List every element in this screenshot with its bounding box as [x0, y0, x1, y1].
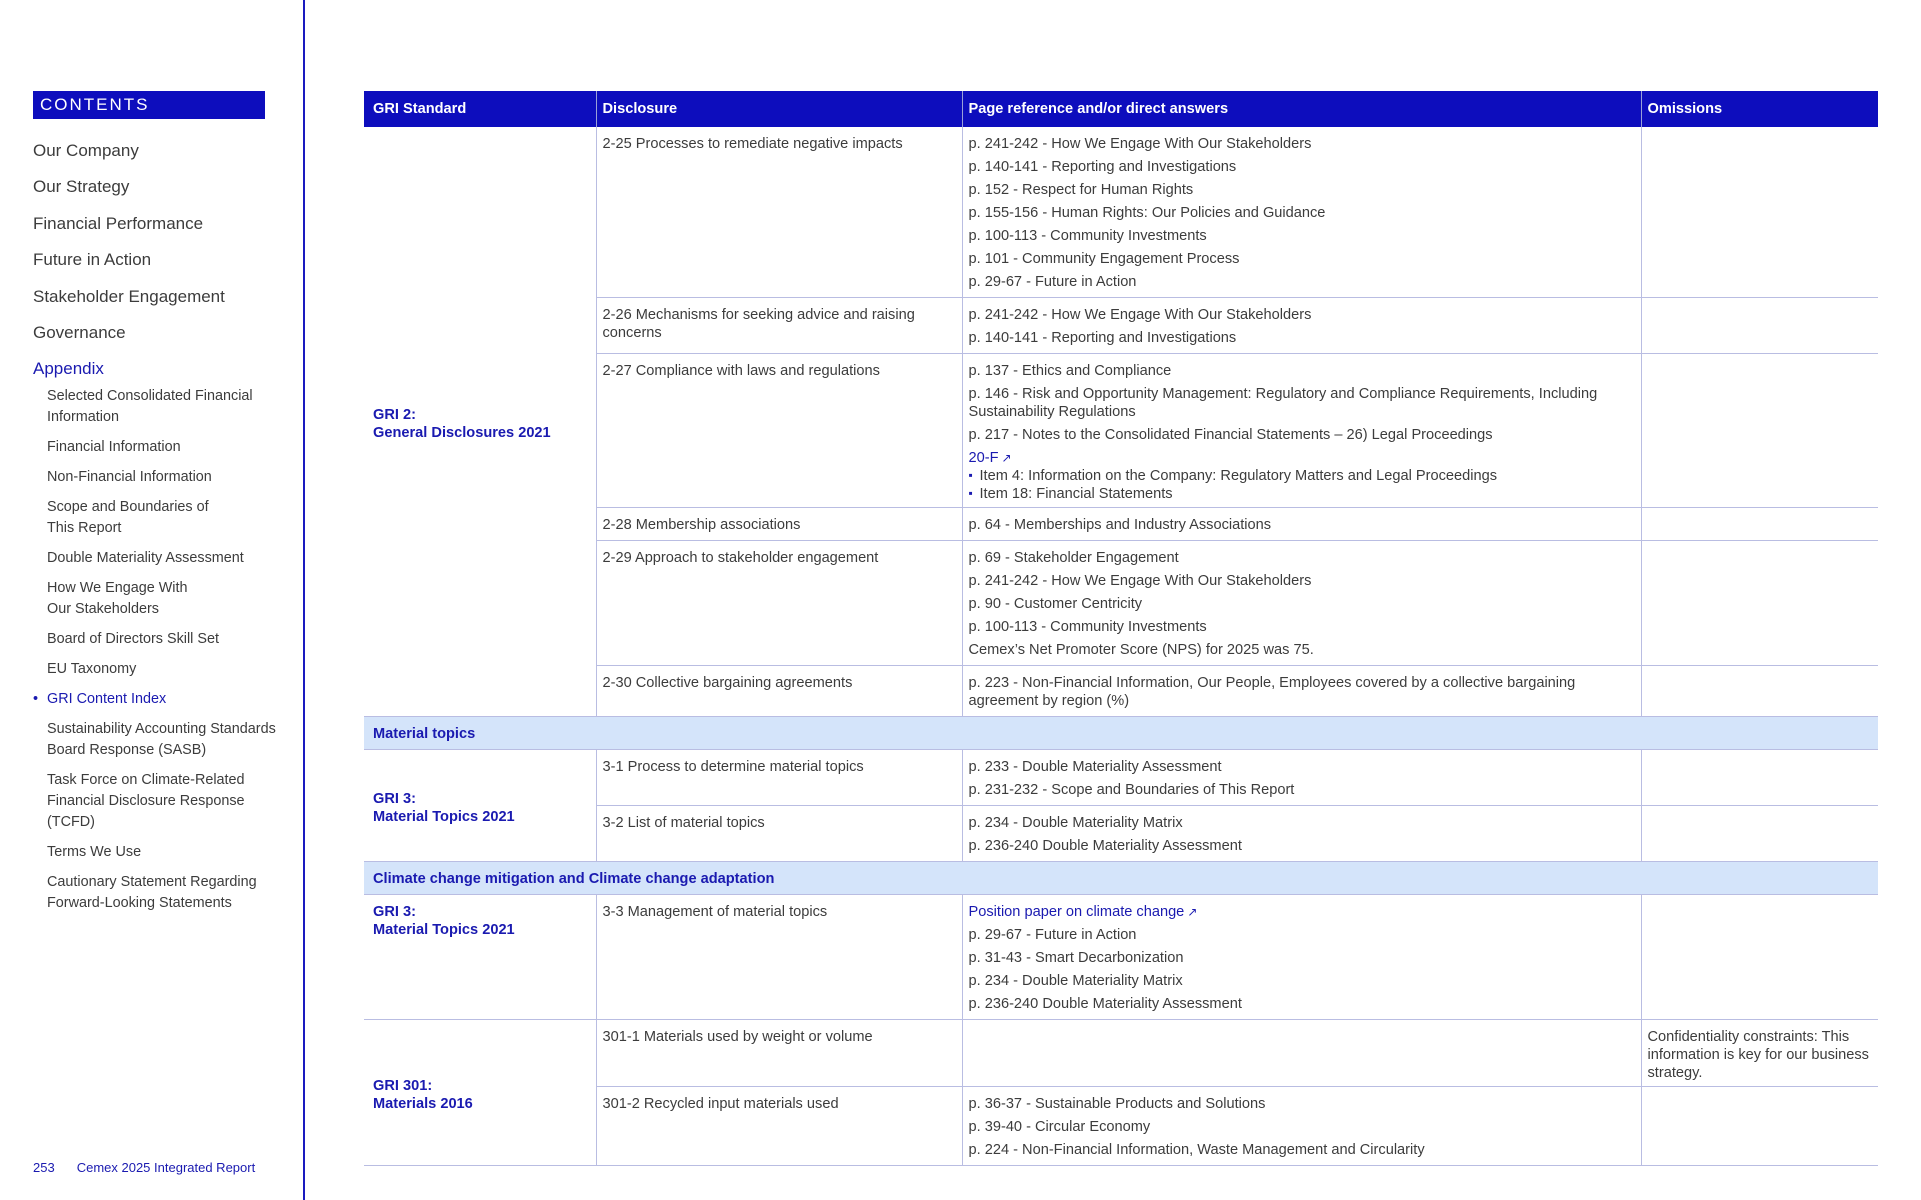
page-reference: p. 29-67 - Future in Action	[968, 274, 1137, 290]
page-reference: p. 100-113 - Community Investments	[968, 619, 1207, 635]
page-reference: p. 146 - Risk and Opportunity Management: Regulatory and Compliance Requirements, Including Sustainability Regulations	[968, 386, 1598, 420]
page-reference: p. 217 - Notes to the Consolidated Financial Statements – 26) Legal Proceedings	[968, 427, 1493, 443]
omission-cell	[1641, 666, 1878, 717]
disclosure-cell: 2-27 Compliance with laws and regulations	[596, 354, 962, 508]
disclosure-cell: 301-1 Materials used by weight or volume	[596, 1020, 962, 1087]
reference-cell	[962, 354, 1641, 508]
reference-cell	[962, 750, 1641, 806]
disclosure-cell: 3-3 Management of material topics	[596, 895, 962, 1020]
standard-gri-3-climate	[364, 895, 596, 1020]
standard-code: GRI 3:	[373, 904, 416, 920]
standard-gri-3	[364, 750, 596, 862]
sub-gri-content-index[interactable]: • GRI Content Index	[47, 689, 303, 710]
table-row	[364, 750, 1878, 806]
nps-statement: Cemex’s Net Promoter Score (NPS) for 2025 was 75.	[968, 642, 1314, 658]
omission-cell	[1641, 508, 1878, 541]
sub-non-financial-information[interactable]: Non-Financial Information	[47, 469, 212, 486]
page-reference: p. 39-40 - Circular Economy	[968, 1119, 1151, 1135]
page-reference: p. 241-242 - How We Engage With Our Stakeholders	[968, 573, 1312, 589]
standard-code: GRI 301:	[373, 1077, 433, 1094]
external-link-icon: ↗	[1001, 451, 1012, 465]
table-header-row	[364, 91, 1878, 127]
omission-cell	[1641, 895, 1878, 1020]
bullet-item: ▪ Item 4: Information on the Company: Regulatory Matters and Legal Proceedings	[969, 467, 1635, 485]
nav-stakeholder-engagement[interactable]: Stakeholder Engagement	[33, 286, 225, 306]
disclosure-cell: 2-28 Membership associations	[596, 508, 962, 541]
standard-gri-301	[364, 1020, 596, 1166]
table-row	[364, 127, 1878, 298]
header-gri-standard: GRI Standard	[364, 91, 596, 127]
page-reference: p. 101 - Community Engagement Process	[968, 251, 1240, 267]
page-footer	[33, 1160, 255, 1175]
header-disclosure: Disclosure	[596, 91, 962, 127]
page-reference: p. 231-232 - Scope and Boundaries of This Report	[968, 782, 1295, 798]
page-reference: p. 100-113 - Community Investments	[968, 228, 1207, 244]
table-row	[364, 1020, 1878, 1087]
sub-tcfd[interactable]: Task Force on Climate-Related Financial Disclosure Response (TCFD)	[47, 772, 245, 831]
reference-cell	[962, 895, 1641, 1020]
omission-cell: Confidentiality constraints: This information is key for our business strategy.	[1641, 1020, 1878, 1087]
page-reference: p. 236-240 Double Materiality Assessment	[968, 838, 1242, 854]
page-reference: p. 155-156 - Human Rights: Our Policies and Guidance	[968, 205, 1326, 221]
disclosure-cell: 2-30 Collective bargaining agreements	[596, 666, 962, 717]
standard-gri-2	[364, 127, 596, 717]
reference-cell	[962, 298, 1641, 354]
page-reference: p. 241-242 - How We Engage With Our Stakeholders	[968, 136, 1312, 152]
reference-cell	[962, 1087, 1641, 1166]
sub-eu-taxonomy[interactable]: EU Taxonomy	[47, 661, 137, 678]
standard-title: Material Topics 2021	[373, 808, 515, 825]
page-reference: p. 233 - Double Materiality Assessment	[968, 759, 1222, 775]
sub-cautionary-statement[interactable]: Cautionary Statement Regarding Forward-Looking Statements	[47, 874, 257, 912]
sub-sasb[interactable]: Sustainability Accounting Standards Board Response (SASB)	[47, 721, 276, 759]
nav-governance[interactable]: Governance	[33, 322, 126, 342]
omission-cell	[1641, 354, 1878, 508]
page-reference: p. 236-240 Double Materiality Assessment	[968, 996, 1242, 1012]
reference-cell	[962, 541, 1641, 666]
page-reference: p. 140-141 - Reporting and Investigations	[968, 330, 1237, 346]
report-title: Cemex 2025 Integrated Report	[76, 1160, 256, 1175]
link-position-paper[interactable]: Position paper on climate change ↗	[968, 904, 1198, 920]
page-reference: p. 140-141 - Reporting and Investigations	[968, 159, 1237, 175]
disclosure-cell: 2-29 Approach to stakeholder engagement	[596, 541, 962, 666]
sub-selected-consolidated-financial[interactable]: Selected Consolidated Financial Information	[47, 388, 253, 426]
omission-cell	[1641, 541, 1878, 666]
nav-financial-performance[interactable]: Financial Performance	[33, 213, 204, 233]
sub-scope-and-boundaries[interactable]: Scope and Boundaries of This Report	[47, 499, 209, 537]
standard-code: GRI 2:	[373, 406, 416, 423]
sidebar	[0, 0, 305, 1200]
standard-title: General Disclosures 2021	[373, 424, 551, 441]
page-reference: p. 234 - Double Materiality Matrix	[968, 815, 1183, 831]
disclosure-cell: 2-25 Processes to remediate negative impacts	[596, 127, 962, 298]
disclosure-cell: 3-2 List of material topics	[596, 806, 962, 862]
section-row	[364, 862, 1878, 895]
page-reference: p. 241-242 - How We Engage With Our Stakeholders	[968, 307, 1312, 323]
gri-content-table	[364, 91, 1878, 1166]
section-row	[364, 717, 1878, 750]
disclosure-cell: 2-26 Mechanisms for seeking advice and raising concerns	[596, 298, 962, 354]
page-reference: p. 137 - Ethics and Compliance	[968, 363, 1172, 379]
omission-cell	[1641, 750, 1878, 806]
standard-code: GRI 3:	[373, 790, 416, 807]
page-reference: p. 223 - Non-Financial Information, Our People, Employees covered by a collective bargaining agreement by region (%)	[968, 675, 1576, 709]
page-reference: p. 90 - Customer Centricity	[968, 596, 1143, 612]
nav-our-strategy[interactable]: Our Strategy	[33, 177, 130, 197]
reference-cell	[962, 666, 1641, 717]
page-reference: p. 69 - Stakeholder Engagement	[968, 550, 1179, 566]
disclosure-cell: 3-1 Process to determine material topics	[596, 750, 962, 806]
sub-financial-information[interactable]: Financial Information	[47, 439, 181, 456]
standard-title: Material Topics 2021	[373, 922, 515, 938]
reference-cell	[962, 1020, 1641, 1087]
disclosure-cell: 301-2 Recycled input materials used	[596, 1087, 962, 1166]
sidebar-nav	[33, 138, 303, 914]
omission-cell	[1641, 127, 1878, 298]
page-reference: p. 29-67 - Future in Action	[968, 927, 1137, 943]
nav-future-in-action[interactable]: Future in Action	[33, 250, 152, 270]
page-number: 253	[33, 1160, 55, 1175]
header-omissions: Omissions	[1641, 91, 1878, 127]
nav-our-company[interactable]: Our Company	[33, 141, 139, 160]
reference-cell	[962, 508, 1641, 541]
sub-double-materiality[interactable]: Double Materiality Assessment	[47, 550, 244, 567]
reference-cell	[962, 806, 1641, 862]
section-climate-change: Climate change mitigation and Climate change adaptation	[364, 862, 1878, 895]
reference-cell	[962, 127, 1641, 298]
page-reference: p. 36-37 - Sustainable Products and Solutions	[968, 1096, 1266, 1112]
page-reference: p. 64 - Memberships and Industry Associations	[968, 517, 1272, 533]
header-page-reference: Page reference and/or direct answers	[962, 91, 1641, 127]
omission-cell	[1641, 806, 1878, 862]
sub-how-we-engage[interactable]: How We Engage With Our Stakeholders	[47, 580, 188, 618]
sub-terms-we-use[interactable]: Terms We Use	[47, 844, 142, 861]
section-material-topics: Material topics	[364, 717, 1878, 750]
page-reference: p. 234 - Double Materiality Matrix	[968, 973, 1183, 989]
table-row	[364, 895, 1878, 1020]
link-20f[interactable]: 20-F ↗	[968, 450, 1012, 466]
page-reference: p. 152 - Respect for Human Rights	[968, 182, 1194, 198]
omission-cell	[1641, 298, 1878, 354]
standard-title: Materials 2016	[373, 1095, 473, 1112]
sub-board-skill-set[interactable]: Board of Directors Skill Set	[47, 631, 219, 648]
bullet-item: ▪ Item 18: Financial Statements	[969, 485, 1635, 503]
external-link-icon: ↗	[1187, 905, 1198, 919]
page-reference: p. 224 - Non-Financial Information, Waste Management and Circularity	[968, 1142, 1425, 1158]
contents-heading: CONTENTS	[33, 91, 265, 119]
nav-appendix[interactable]: Appendix	[33, 359, 104, 379]
page-reference: p. 31-43 - Smart Decarbonization	[968, 950, 1184, 966]
omission-cell	[1641, 1087, 1878, 1166]
